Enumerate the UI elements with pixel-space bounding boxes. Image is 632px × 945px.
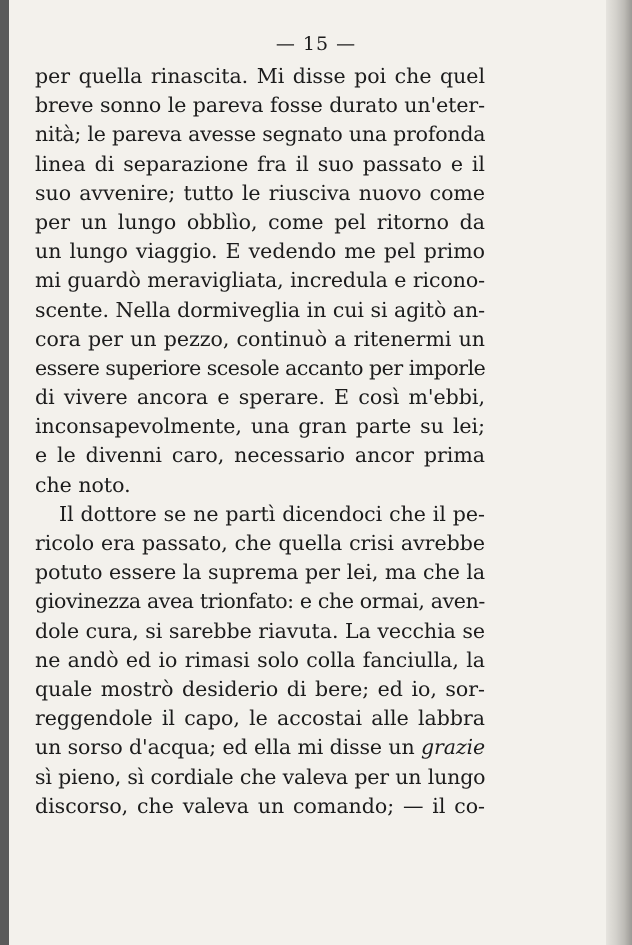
text-line: ne andò ed io rimasi solo colla fanciulla, la <box>35 647 485 672</box>
text-line: cora per un pezzo, continuò a ritenermi un <box>35 326 485 351</box>
text-line: reggendole il capo, le accostai alle labbra <box>35 706 485 731</box>
text-line: mi guardò meravigliata, incredula e ricono- <box>35 268 485 293</box>
text-line: giovinezza avea trionfato: e che ormai, aven- <box>35 589 485 614</box>
page-body <box>35 62 485 821</box>
text-line: un sorso d'acqua; ed ella mi disse un grazie <box>35 735 485 760</box>
text-line: Il dottore se ne partì dicendoci che il pe- <box>59 501 485 526</box>
text-line: scente. Nella dormiveglia in cui si agitò an- <box>35 297 485 322</box>
page-left-edge <box>0 0 9 945</box>
text-line: che noto. <box>35 472 131 497</box>
text-line: dole cura, si sarebbe riavuta. La vecchia se <box>35 618 485 643</box>
text-line: discorso, che valeva un comando; — il co- <box>35 793 485 818</box>
text-line: un lungo viaggio. E vedendo me pel primo <box>35 239 485 264</box>
text-line: sì pieno, sì cordiale che valeva per un lungo <box>35 764 486 789</box>
page-right-edge <box>606 0 632 945</box>
italic-word: grazie <box>421 735 485 760</box>
paragraph-2 <box>35 500 485 821</box>
text-line: per quella rinascita. Mi disse poi che quel <box>35 64 485 88</box>
text-line: essere superiore scesole accanto per imporle <box>35 355 486 380</box>
text-line: breve sonno le pareva fosse durato un'eter- <box>35 93 485 118</box>
text-line: linea di separazione fra il suo passato e il <box>35 151 485 176</box>
text-line: ricolo era passato, che quella crisi avrebbe <box>35 531 485 555</box>
text-line: e le divenni caro, necessario ancor prima <box>35 443 485 468</box>
text-line: inconsapevolmente, una gran parte su lei; <box>35 414 485 439</box>
text-line: potuto essere la suprema per lei, ma che la <box>35 560 486 585</box>
text-line: per un lungo obblìo, come pel ritorno da <box>35 209 485 234</box>
page-number: — 15 — <box>275 33 357 55</box>
text-line: nità; le pareva avesse segnato una profonda <box>35 122 486 147</box>
text-line: di vivere ancora e sperare. E così m'ebbi, <box>35 385 485 410</box>
text-line: quale mostrò desiderio di bere; ed io, sor- <box>35 676 485 701</box>
paragraph-1 <box>35 62 485 500</box>
text-line: suo avvenire; tutto le riusciva nuovo come <box>35 180 485 205</box>
